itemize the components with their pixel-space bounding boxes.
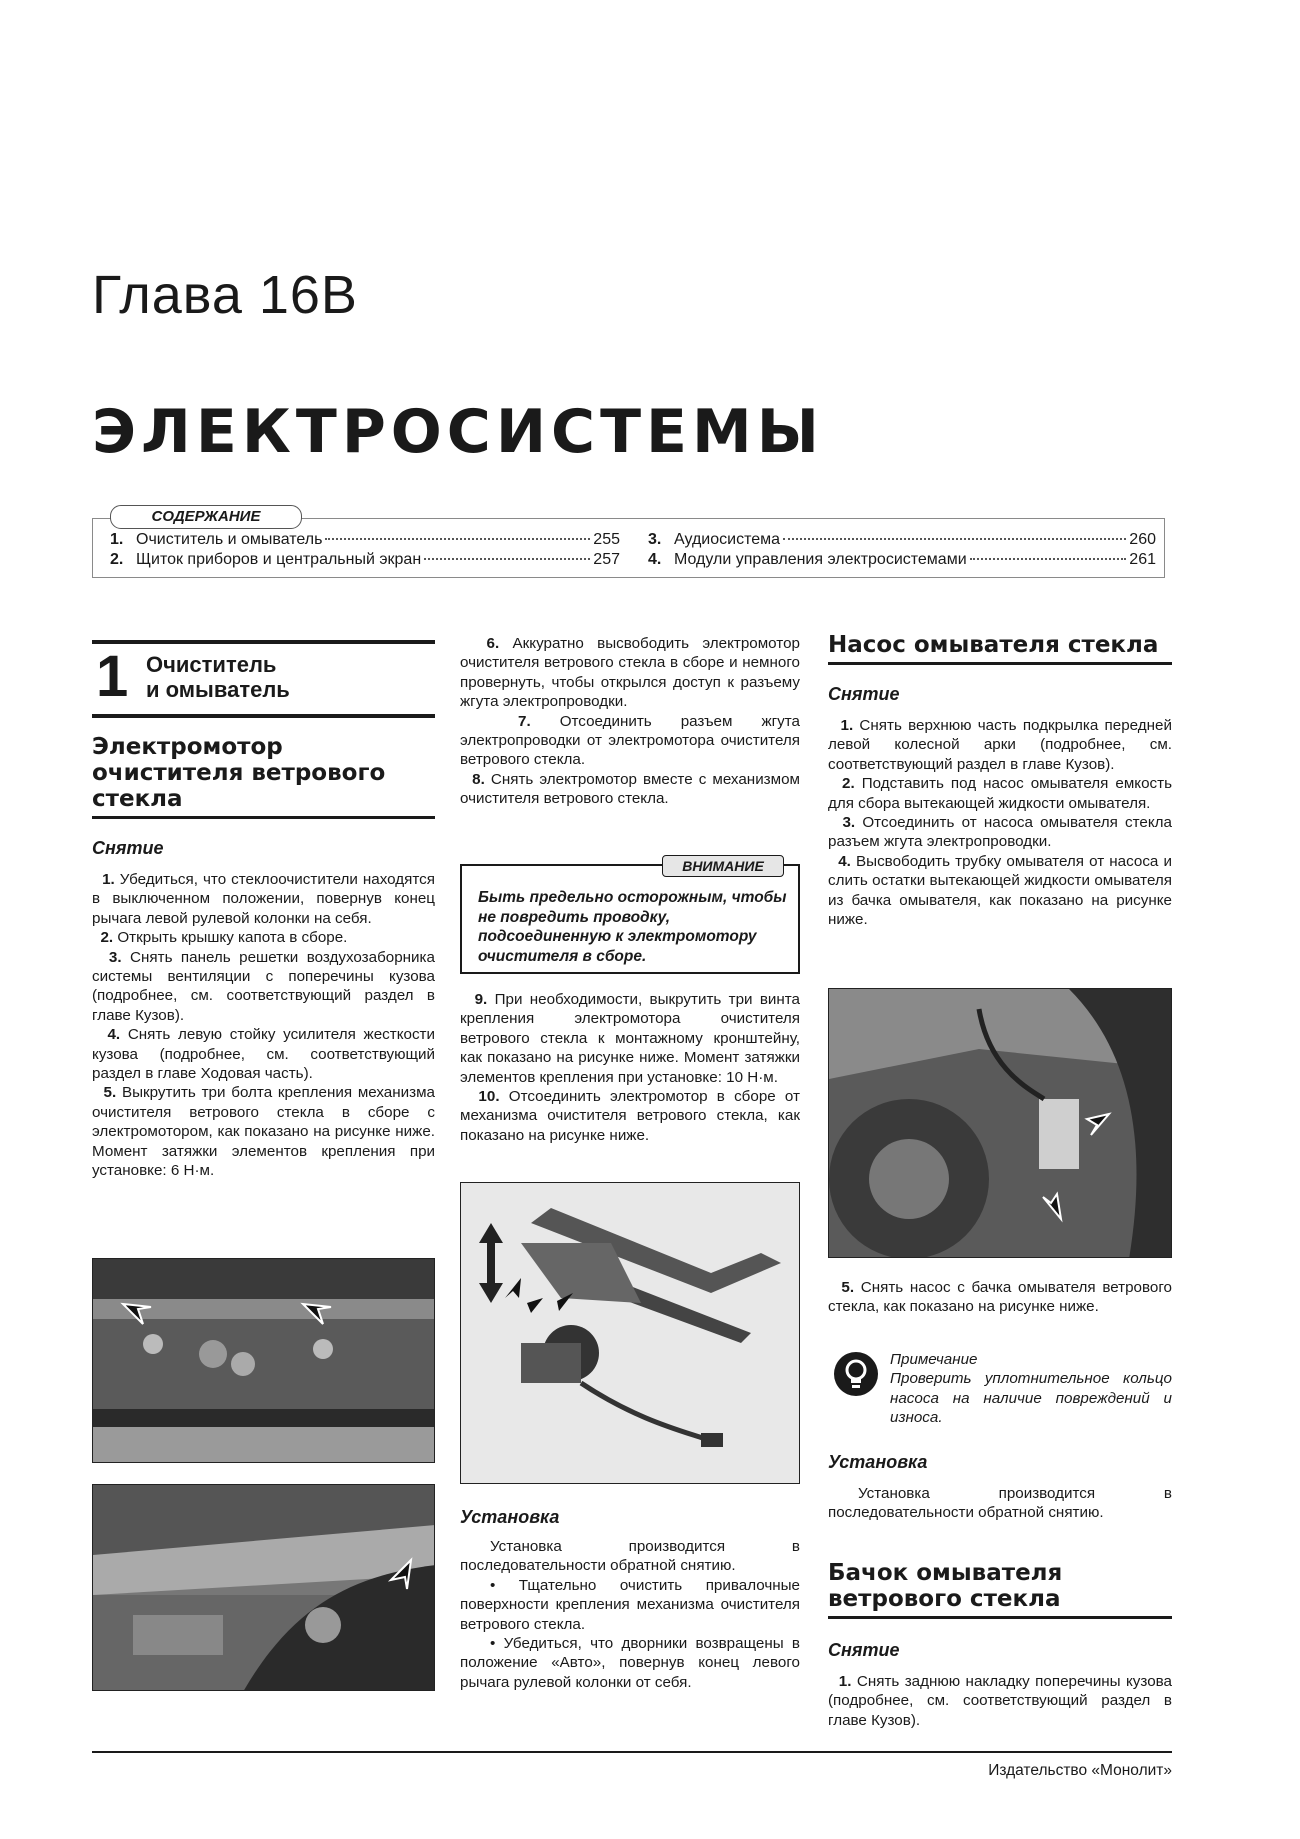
warning-text: Быть предельно осторожным, чтобы не повредить проводку, подсоединенную к электромотору очистителя в сборе. — [478, 889, 787, 965]
col2-text-a — [460, 634, 800, 809]
col2-install-text — [460, 1537, 800, 1692]
tank-title — [828, 1560, 1172, 1619]
toc-leader — [325, 538, 590, 540]
install-paragraph: Установка производится в последовательности обратной снятию. — [828, 1485, 1172, 1522]
step: 1. Снять заднюю накладку поперечины кузова (подробнее, см. соответствующий раздел в главе Кузов). — [828, 1673, 1172, 1729]
subsection-title-line: Электромотор — [92, 734, 283, 760]
note-label: Примечание — [890, 1351, 978, 1368]
photo-wiper-bolts — [92, 1258, 435, 1463]
step: 6. Аккуратно высвободить электромотор очистителя ветрового стекла в сборе и немного провернуть, чтобы открылся доступ к разъему жгута электропроводки. — [460, 635, 800, 711]
step: 8. Снять электромотор вместе с механизмом очистителя ветрового стекла. — [460, 770, 800, 808]
step: 9. При необходимости, выкрутить три винта крепления электромотора очистителя ветрового стекла к монтажному кронштейну, как показано на рисунке ниже. Момент затяжки элементов крепления при установке: 10 Н·м. — [460, 991, 800, 1086]
toc-item-text: Модули управления электросистемами — [674, 551, 967, 568]
step: 2. Подставить под насос омывателя емкость для сбора вытекающей жидкости омывателя. — [828, 775, 1172, 812]
step: 5. Выкрутить три болта крепления механизма очистителя ветрового стекла в сборе с электромотором, как показано на рисунке ниже. Момент затяжки элементов крепления при установке: 6 Н·м. — [92, 1084, 435, 1180]
note-text: Проверить уплотнительное кольцо насоса на наличие повреждений и износа. — [890, 1370, 1172, 1427]
section-title-line: Очиститель — [146, 652, 277, 677]
toc-item-text: Щиток приборов и центральный экран — [136, 551, 422, 568]
col3-step5 — [828, 1278, 1172, 1317]
step: 1. Убедиться, что стеклоочистители находятся в выключенном положении, повернув конец рычага левой рулевой колонки на себя. — [92, 871, 435, 927]
toc-leader — [424, 558, 590, 560]
step: 1. Снять верхнюю часть подкрылка передней левой колесной арки (подробнее, см. соответствующий раздел в главе Кузов). — [828, 717, 1172, 773]
toc-item[interactable] — [110, 531, 620, 549]
bullet-item: • Убедиться, что дворники возвращены в положение «Авто», повернув конец левого рычага рулевой колонки от себя. — [460, 1635, 800, 1691]
col2-text-b — [460, 990, 800, 1145]
toc-item[interactable] — [648, 551, 1156, 569]
install-heading: Установка — [460, 1507, 560, 1527]
publisher-footer: Издательство «Монолит» — [988, 1762, 1172, 1779]
toc-item-number: 4. — [648, 551, 662, 568]
install-paragraph: Установка производится в последовательности обратной снятию. — [460, 1538, 800, 1575]
col3-text — [828, 716, 1172, 929]
chapter-label: Глава 16В — [92, 265, 358, 325]
page-title: ЭЛЕКТРОСИСТЕМЫ — [92, 397, 824, 467]
col3-install-text — [828, 1484, 1172, 1523]
footer-divider — [92, 1751, 1172, 1753]
toc-leader — [970, 558, 1127, 560]
removal-heading: Снятие — [828, 684, 900, 704]
step: 3. Отсоединить от насоса омывателя стекла разъем жгута электропроводки. — [828, 814, 1172, 851]
toc-item-text: Очиститель и омыватель — [136, 531, 323, 548]
toc-item[interactable] — [648, 531, 1156, 549]
toc-item-number: 1. — [110, 531, 124, 548]
toc-item-number: 3. — [648, 531, 662, 548]
step: 4. Высвободить трубку омывателя от насоса и слить остатки вытекающей жидкости омывателя из бачка омывателя, как показано на рисунке ниже. — [828, 852, 1172, 929]
photo-wiper-mechanism-illustration — [461, 1183, 800, 1484]
toc-item-page: 255 — [593, 531, 620, 548]
subsection-title-line: очистителя ветрового — [92, 760, 386, 786]
toc-item-page: 261 — [1129, 551, 1156, 568]
warning-label: ВНИМАНИЕ — [662, 855, 784, 877]
tank-title-line: ветрового стекла — [828, 1586, 1061, 1612]
toc-item[interactable] — [110, 551, 620, 569]
lightbulb-icon — [834, 1352, 878, 1396]
install-heading: Установка — [828, 1452, 928, 1472]
photo-wiper-motor-car — [92, 1484, 435, 1691]
removal-heading: Снятие — [828, 1640, 900, 1660]
photo-washer-pump — [828, 988, 1172, 1258]
col3-tank-text — [828, 1672, 1172, 1730]
lightbulb-icon-glyph — [834, 1352, 878, 1396]
section-title-line: и омыватель — [146, 677, 290, 702]
bullet-item: • Тщательно очистить привалочные поверхности крепления механизма очистителя ветрового стекла. — [460, 1576, 800, 1633]
toc-item-page: 257 — [593, 551, 620, 568]
step: 2. Открыть крышку капота в сборе. — [100, 929, 348, 947]
section-title — [146, 652, 290, 702]
removal-heading: Снятие — [92, 838, 164, 858]
toc-item-number: 2. — [110, 551, 124, 568]
subsection-title-line: стекла — [92, 786, 183, 812]
step: 3. Снять панель решетки воздухозаборника системы вентиляции с поперечины кузова (подробнее, см. соответствующий раздел в главе Кузов). — [92, 948, 435, 1024]
toc-heading: СОДЕРЖАНИЕ — [110, 505, 302, 529]
step: 7. Отсоединить разъем жгута электропроводки от электромотора очистителя ветрового стекла. — [460, 712, 800, 769]
step: 5. Снять насос с бачка омывателя ветрового стекла, как показано на рисунке ниже. — [828, 1279, 1172, 1316]
pump-title: Насос омывателя стекла — [828, 632, 1172, 665]
toc-leader — [783, 538, 1126, 540]
col1-text — [92, 870, 435, 1181]
photo-wiper-motor-car-illustration — [93, 1485, 435, 1691]
toc-item-page: 260 — [1129, 531, 1156, 548]
photo-wiper-mechanism — [460, 1182, 800, 1484]
photo-wiper-bolts-illustration — [93, 1259, 435, 1463]
step: 4. Снять левую стойку усилителя жесткости кузова (подробнее, см. соответствующий раздел в главе Ходовая часть). — [92, 1026, 435, 1083]
tank-title-line: Бачок омывателя — [828, 1560, 1063, 1586]
step: 10. Отсоединить электромотор в сборе от механизма очистителя ветрового стекла, как показано на рисунке ниже. — [460, 1088, 800, 1144]
photo-washer-pump-illustration — [829, 989, 1172, 1258]
note-block — [890, 1350, 1172, 1428]
subsection-title — [92, 734, 435, 819]
section-number: 1 — [96, 644, 129, 709]
toc-item-text: Аудиосистема — [674, 531, 781, 548]
